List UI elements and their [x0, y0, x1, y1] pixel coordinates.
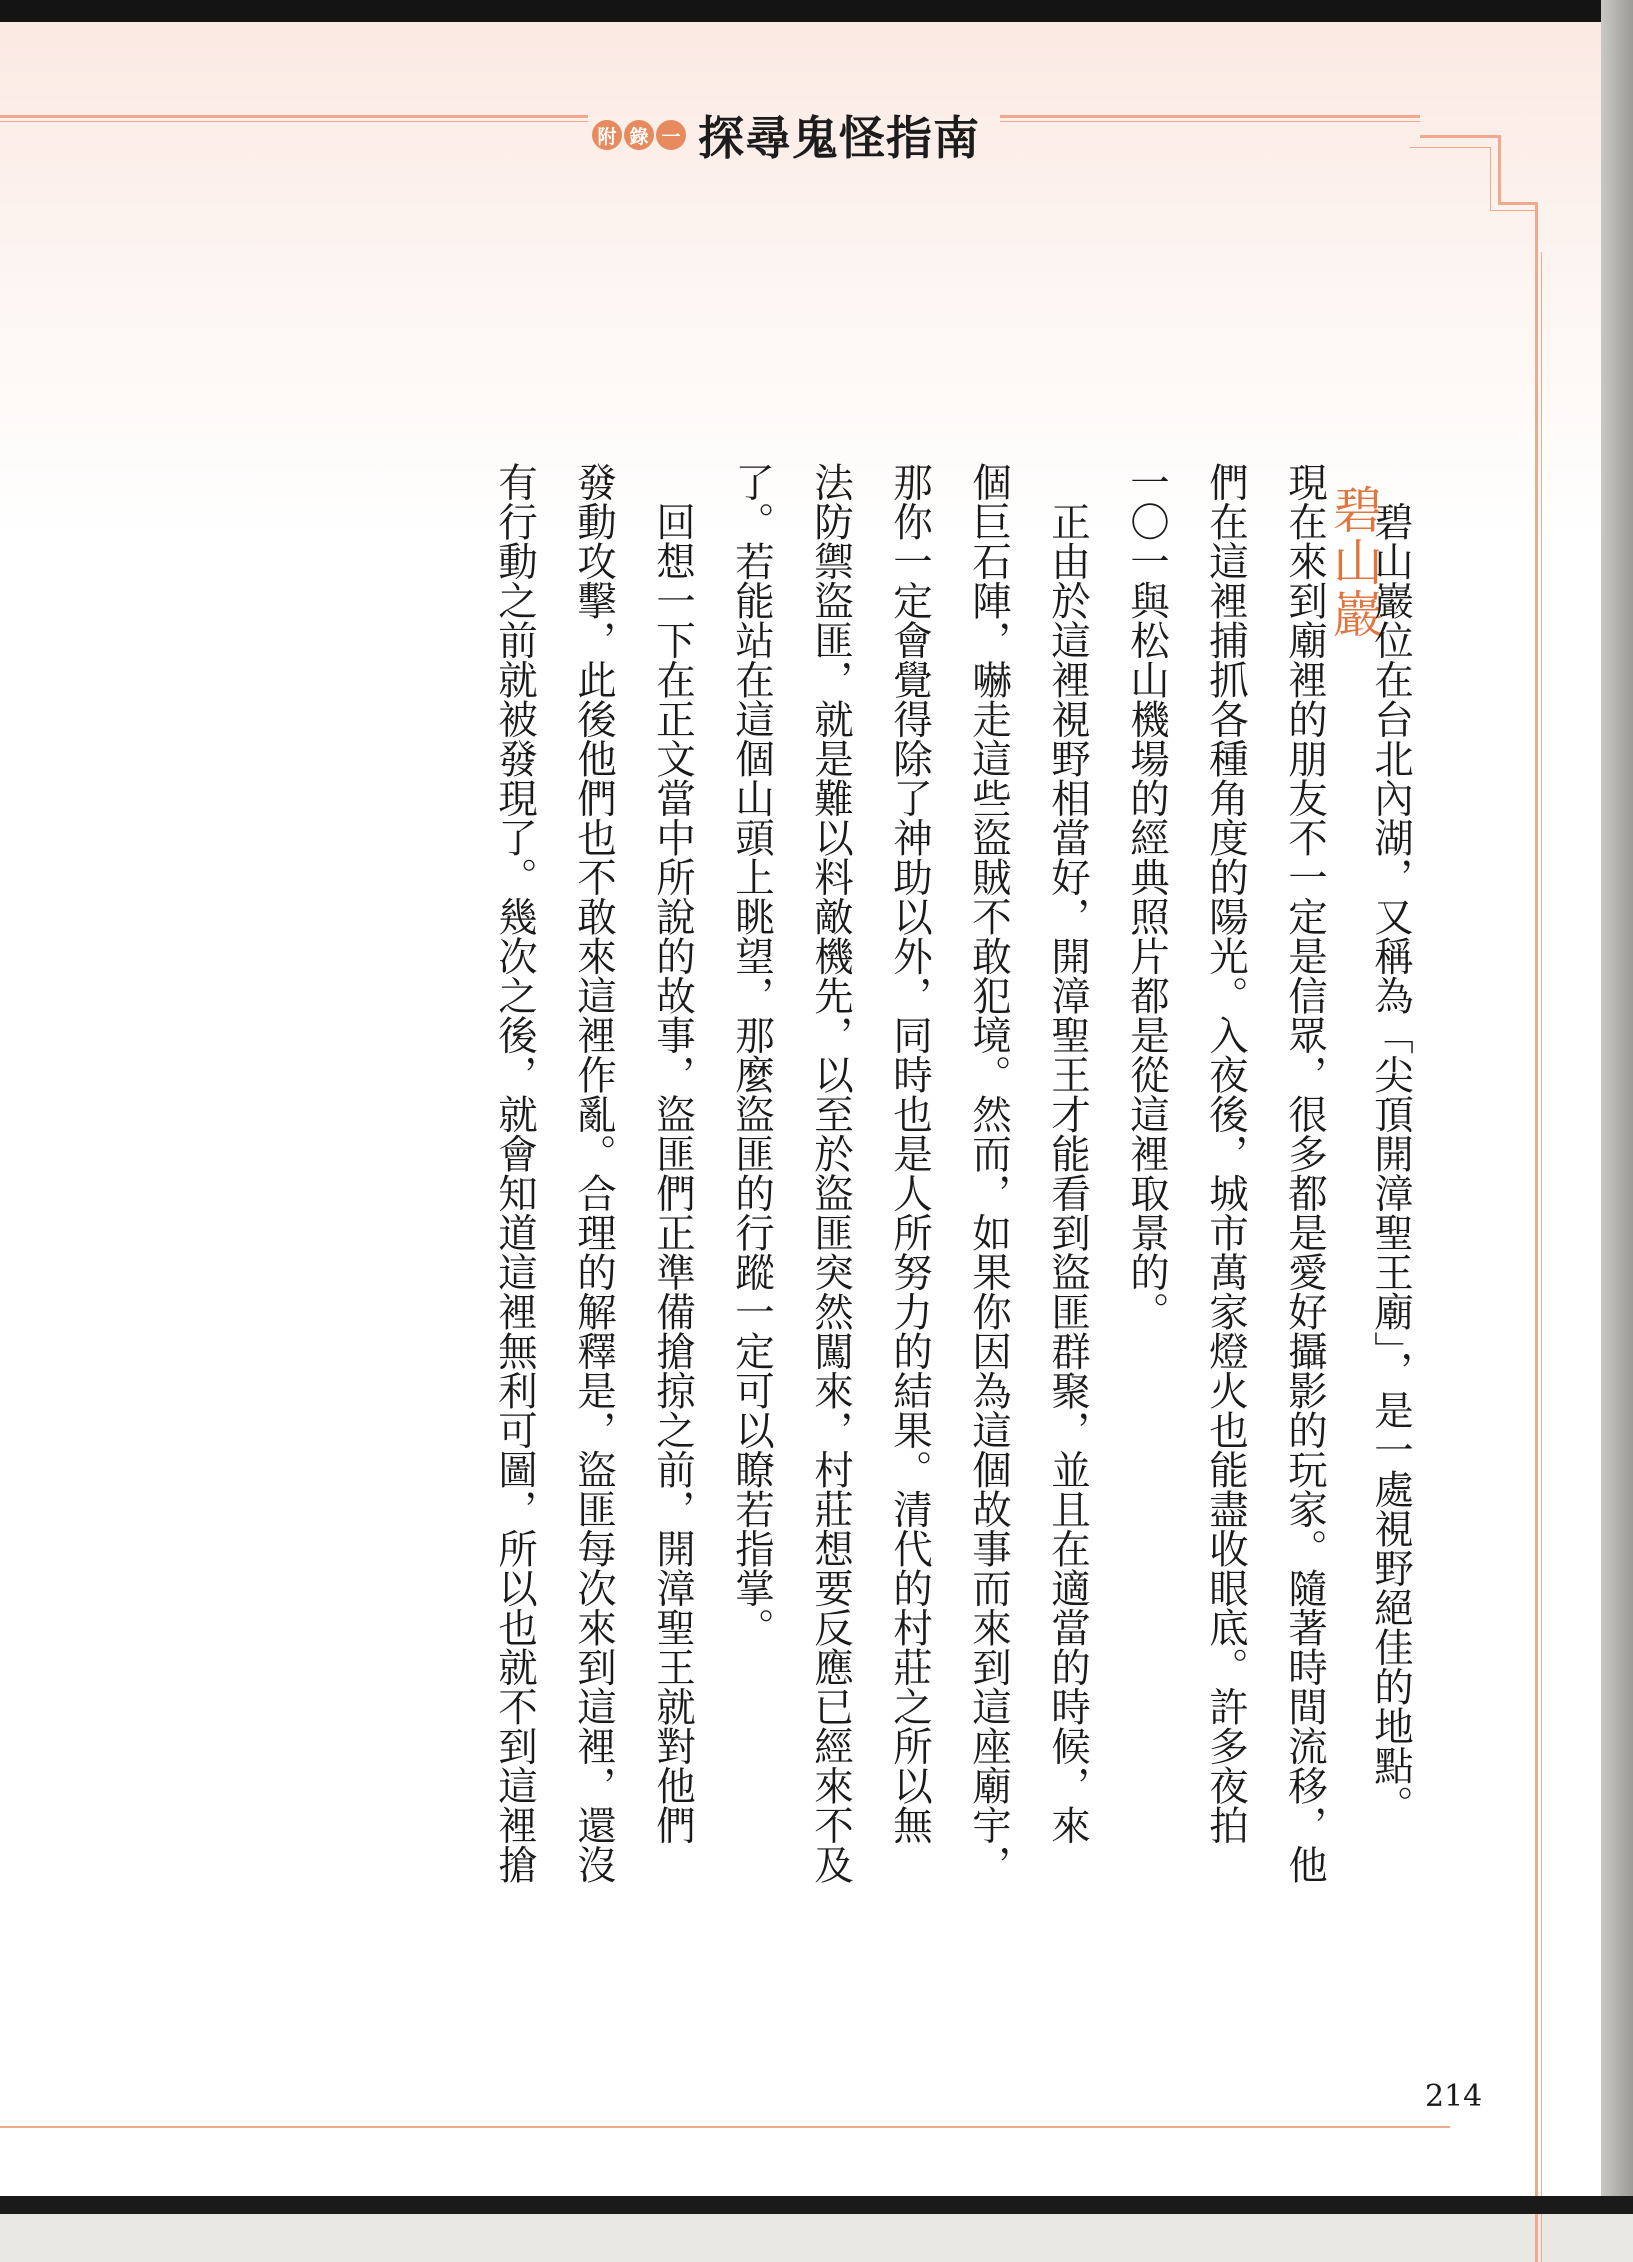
header-badge: 附 [592, 120, 622, 150]
text-column: 們在這裡捕抓各種角度的陽光。入夜後，城市萬家燈火也能盡收眼底。許多夜拍 [1203, 462, 1249, 1845]
scan-bottom-edge [0, 2196, 1633, 2214]
frame-vertical-line-thin [1541, 252, 1542, 2262]
vertical-text-body [230, 462, 1414, 2002]
header-rule-left [0, 115, 588, 118]
page-number: 214 [1425, 2079, 1483, 2114]
header-rule-left-thin [0, 121, 588, 122]
frame-corner-line [1490, 147, 1491, 210]
text-column: 一〇一與松山機場的經典照片都是從這裡取景的。 [1124, 462, 1170, 1331]
section-title: 碧山巖 [1325, 484, 1383, 640]
book-page [0, 22, 1601, 2196]
frame-corner-line [1420, 135, 1498, 138]
text-column: 正由於這裡視野相當好，開漳聖王才能看到盜匪群聚，並且在適當的時候，來 [1045, 462, 1091, 1845]
text-column: 了。若能站在這個山頭上眺望，那麼盜匪的行蹤一定可以瞭若指掌。 [729, 462, 775, 1647]
frame-corner-line [1498, 202, 1538, 205]
frame-corner-line [1498, 135, 1501, 202]
scan-right-edge [1601, 0, 1633, 2214]
header-badge: 錄 [624, 120, 654, 150]
header-title: 探尋鬼怪指南 [698, 111, 980, 165]
frame-corner-line [1490, 210, 1538, 211]
frame-corner-line [1410, 147, 1490, 148]
text-column: 回想一下在正文當中所說的故事，盜匪們正準備搶掠之前，開漳聖王就對他們 [650, 462, 696, 1845]
text-column: 有行動之前就被發現了。幾次之後，就會知道這裡無利可圖，所以也就不到這裡搶 [492, 462, 538, 1884]
text-column: 碧山巖位在台北內湖，又稱為「尖頂開漳聖王廟」，是一處視野絕佳的地點。 [1368, 462, 1414, 1825]
text-column: 現在來到廟裡的朋友不一定是信眾，很多都是愛好攝影的玩家。隨著時間流移，他 [1282, 462, 1328, 1884]
text-column: 那你一定會覺得除了神助以外，同時也是人所努力的結果。清代的村莊之所以無 [887, 462, 933, 1845]
frame-vertical-line [1535, 202, 1538, 2262]
header-rule-right [1000, 115, 1420, 118]
text-column: 個巨石陣，嚇走這些盜賊不敢犯境。然而，如果你因為這個故事而來到這座廟宇， [966, 462, 1012, 1884]
text-column: 發動攻擊，此後他們也不敢來這裡作亂。合理的解釋是，盜匪每次來到這裡，還沒 [571, 462, 617, 1884]
header-rule-right-thin [1000, 121, 1420, 122]
header-badge: 一 [656, 120, 686, 150]
footer-rule [0, 2126, 1450, 2128]
running-header [592, 90, 980, 180]
text-column: 法防禦盜匪，就是難以料敵機先，以至於盜匪突然闖來，村莊想要反應已經來不及 [808, 462, 854, 1884]
scan-top-edge [0, 0, 1633, 22]
